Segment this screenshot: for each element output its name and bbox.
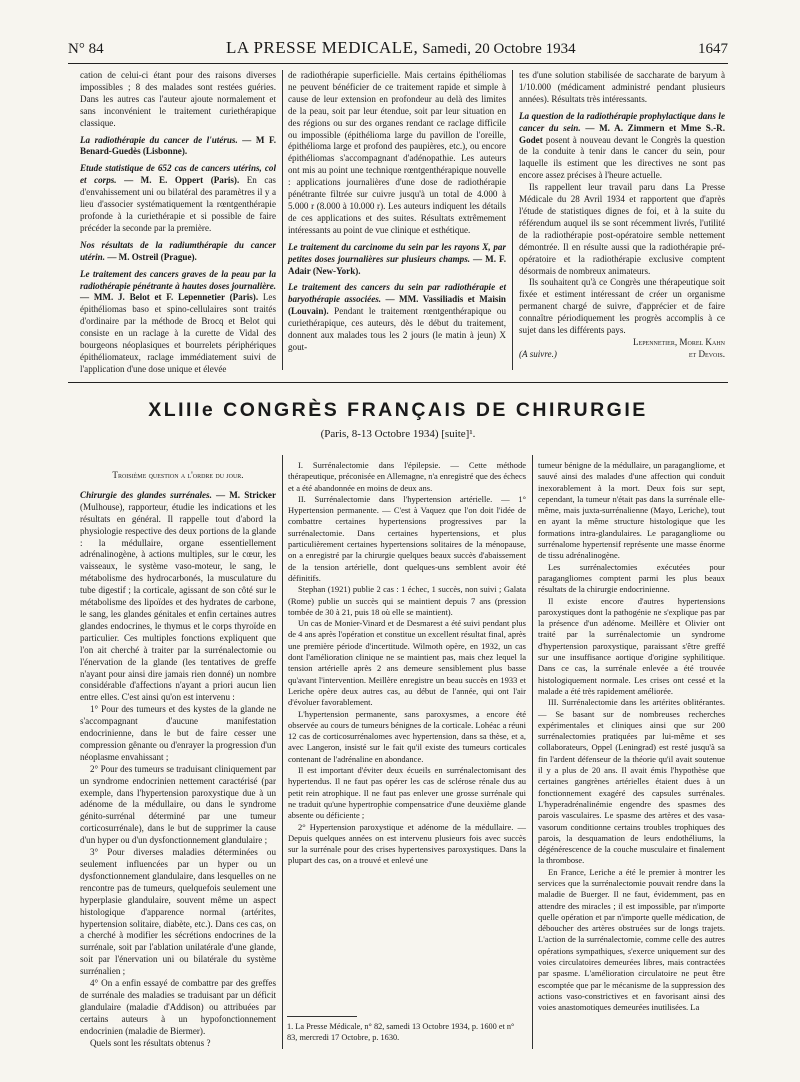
paragraph: Pendant le traitement rœntgenthérapique ou curiethérapique, ces auteurs, dès le début du traitement, donnent aux malades tous les 2 jours (le matin à jeun) X gout-	[288, 306, 506, 352]
abstract-author: — M. E. Oppert (Paris).	[124, 175, 240, 186]
top-column-2	[288, 70, 506, 354]
section-rule	[68, 382, 728, 383]
paragraph: 4° On a enfin essayé de combattre par des greffes de surrénale des maladies se traduisant par un déficit glandulaire (maladie d'Addison) ou attribuées par certains auteurs à un hypofonctionnement endocrinien (maladie de Biermer).	[80, 978, 276, 1036]
question-heading: Troisième question a l'ordre du jour.	[112, 470, 244, 480]
column-rule	[282, 70, 283, 370]
signature-line	[519, 349, 725, 361]
header-rule	[68, 63, 728, 64]
bottom-column-1	[80, 460, 276, 1050]
paragraph: 3° Pour diverses maladies déterminées ou seulement influencées par un hyper ou un dysfonctionnement glandulaire, dans lesquelles on ne rencontre pas de tumeurs, quelquefois seulement une hyperplasie glandulaire, souvent même un aspect histologique d'apparence normal (artérites, hypertension solitaire, diabète, etc.). Dans ces cas, on a cherché à modifier les sécrétions endocrines de la surrénale, soit par l'ablation unilatérale d'une glande, soit par l'énervation uni ou bilatérale du système surrénalien ;	[80, 847, 276, 977]
paragraph: I. Surrénalectomie dans l'épilepsie. — Cette méthode thérapeutique, préconisée en Allemagne, n'a enregistré que des échecs et a été abandonnée en moins de deux ans.	[288, 460, 527, 493]
issue-date: Samedi, 20 Octobre 1934	[422, 41, 576, 57]
paragraph: Stephan (1921) publie 2 cas : 1 échec, 1 succès, non suivi ; Galata (Rome) publie un succès qui se maintient depuis 7 ans (pression tombée de 30 à 21, puis 18 où elle se maintient).	[288, 584, 526, 617]
paragraph: de radiothérapie superficielle. Mais certains épithéliomas ne peuvent bénéficier de ce traitement rapide et simple à cause de leur extension en profondeur au delà des limites de la peau, soit par leur étendue, soit par leur situation en des régions ou sur des organes rendant ce raclage difficile ou impossible (épithélioma large du pavillon de l'oreille, épithélioma large et profond des paupières, etc.), ou encore épithéliomas s'accompagnant d'adénopathie. Les auteurs ont mis au point une technique rœntgenthérapique nouvelle : applications journalières d'une dose de radiothérapie pénétrante filtrée sur cuivre jusqu'à un total de 4.000 à 5.000 r (8.000 à 10.000 r). Les auteurs indiquent les détails de ces applications et des suites. Résultats extrêmement intéressants au point de vue clinique et esthétique.	[288, 70, 506, 235]
column-rule	[532, 455, 533, 1049]
paragraph: Les surrénalectomies exécutées pour paragangliomes comptent parmi les plus beaux résultats de la chirurgie endocrinienne.	[538, 561, 725, 595]
abstract-title: Chirurgie des glandes surrénales. — M. Stricker (Mulhouse), rapporteur, étudie les indications et les résultats en général. Il rappelle tout d'abord la physiologie respective des deux portions de la glande : la médullaire, organe essentiellement adrénalinogène, à actions multiples, sur le cœur, les vaisseaux, le système vaso-moteur, le sang, le métabolisme des hydrocarbonés, la musculature du tube digestif ; la corticale, agissant de son côté sur le métabolisme des lipoïdes et des hydrates de carbone, le sang, les glandes génitales et enfin certaines autres glandes endocrines, le thymus et le corps thyroïde en particulier. Ces multiples fonctions expliquent que l'on ait cherché à traiter par la surrénalectomie ou l'énervation de la glande (les tentatives de greffe n'ayant pour ainsi dire jamais rien donné) un nombre considérable d'affections n'ayant a priori aucun lien entre elles. C'est ainsi qu'on est intervenu :	[80, 489, 277, 703]
abstract-author: — MM. J. Belot et F. Lepennetier (Paris).	[80, 292, 259, 303]
abstract-title: Nos résultats de la radiumthérapie du cancer utérin. — M. Ostreil (Prague).	[80, 239, 276, 262]
issue-number: N° 84	[68, 41, 104, 57]
abstract-title: La question de la radiothérapie prophylactique dans le cancer du sein. — M. A. Zimmern et Mme S.-R. Godet posent à nouveau devant le Congrès la question de la conduite à tenir dans le cancer du sein, pour laquelle ils estiment que les directives ne sont pas encore assez précises à l'heure actuelle.	[519, 110, 725, 181]
running-head	[68, 38, 728, 62]
paragraph: (Mulhouse), rapporteur, étudie les indications et les résultats en général. Il rappelle tout d'abord la physiologie respective des deux portions de la glande : la médullaire, organe essentiellement adrénalinogène, à actions multiples, sur le cœur, les vaisseaux, le système vaso-moteur, le sang, le métabolisme des hydrocarbonés, la musculature du tube digestif ; la corticale, agissant de son côté sur le métabolisme des lipoïdes et des hydrates de carbone, le sang, les glandes génitales et enfin certaines autres glandes endocrines, le thymus et le corps thyroïde en particulier. Ces multiples fonctions expliquent que l'on ait cherché à traiter par la surrénalectomie ou l'énervation de la glande (les tentatives de greffe n'ayant pour ainsi dire jamais rien donné) un nombre considérable d'affections n'ayant a priori aucun lien entre elles. C'est ainsi qu'on est intervenu :	[80, 501, 276, 703]
top-column-3	[519, 70, 725, 361]
signature: et Devois.	[688, 348, 725, 359]
paragraph: 1° Pour des tumeurs et des kystes de la glande ne s'accompagnant d'aucune manifestation endocrinienne, dans le but de faire cesser une compression gênante ou d'enrayer la progression d'un néoplasme envahissant ;	[80, 704, 276, 762]
journal-title: LA PRESSE MEDICALE,	[226, 38, 419, 57]
abstract-title: La radiothérapie du cancer de l'utérus. — M F. Benard-Guedès (Lisbonne).	[80, 134, 276, 157]
column-rule	[512, 70, 513, 370]
column-rule	[282, 455, 283, 1049]
paragraph: cation de celui-ci étant pour des raisons diverses impossibles ; 8 des malades sont restées guéries. Dans les autres cas l'auteur ajoute normalement et sans inconvénient le traitement curiethérapique classique.	[80, 70, 276, 128]
paragraph: III. Surrénalectomie dans les artérites oblitérantes. — Se basant sur de nombreuses recherches expérimentales et cliniques ainsi que sur 200 surrénalectomies pratiquées par lui-même et ses collaborateurs, Oppel (Leningrad) est resté jusqu'à sa fin l'ardent défenseur de la théorie qu'il avait soutenue il y a plus de 20 ans. Il avait émis l'hypothèse que certaines gangrènes artérielles étaient dues à un fonctionnement exagéré des capsules surrénales. L'hyperadrénalinémie engendre des spasmes des parois vasculaires. Le spasme des artères et des vasa-vasorum conditionne certains troubles trophiques des parois, la desquamation de leurs endothéliums, la dégénérescence de la couche musculaire et finalement la thrombose.	[538, 697, 725, 866]
section-subtitle: (Paris, 8-13 Octobre 1934) [suite]¹.	[320, 428, 476, 440]
abstract-author: — M. A. Zimmern et Mme S.-R. Godet	[519, 122, 725, 145]
abstract-author: — M. F. Adair (New-York).	[288, 253, 506, 276]
to-be-continued: (A suivre.)	[519, 348, 557, 359]
section-title: XLIIIe CONGRÈS FRANÇAIS DE CHIRURGIE	[148, 399, 648, 421]
paragraph: 2° Pour des tumeurs se traduisant cliniquement par un syndrome endocrinien nettement caractérisé (par exemple, dans l'hypertension paroxystique due à un adénome de la médullaire, ou dans le syndrome génito-surrénal déterminé par une tumeur corticosurrénale), dans le but de supprimer la cause d'un hyper ou d'un dysfonctionnement glandulaire ;	[80, 763, 276, 846]
signature: Lepennetier, Morel Kahn	[632, 336, 725, 347]
paragraph: En cas d'envahissement uni ou bilatéral des paramètres il y a lieu d'associer systématiquement la rœntgenthérapie profonde à la curiethérapie et si possible de faire précéder la seconde par la première.	[80, 175, 276, 233]
paragraph: En France, Leriche a été le premier à montrer les services que la surrénalectomie pouvait rendre dans la maladie de Buerger. Il ne faut, évidemment, pas en attendre des miracles ; il est impossible, par n'importe quelle opération et par n'importe quelle médication, de déboucher des artères obstruées sur de longs trajets. L'action de la surrénalectomie, comme celle des autres opérations sympathiques, s'exerce uniquement sur des voies circulatoires demeurées libres, mais contractées par spasme. L'amélioration circulatoire ne peut être escomptée que par le mécanisme de la suppression des actions vaso-constrictives et en favorisant ainsi des voies anastomotiques demeurées inutilisées. La	[538, 866, 725, 1013]
paragraph: Ils rappellent leur travail paru dans La Presse Médicale du 28 Avril 1934 et rapportent que d'après l'étude de statistiques dignes de foi, et à la suite du référendum auquel ils se sont récemment livrés, l'utilité de la radiothérapie post-opératoire semble nettement démontrée. Il en résulte aussi que la radiothérapie pré-opératoire et la radiothérapie exclusive comptent désormais de nombreux animateurs.	[519, 182, 725, 276]
abstract-author: — M. Stricker	[216, 489, 277, 500]
footnote: 1. La Presse Médicale, n° 82, samedi 13 Octobre 1934, p. 1600 et n° 83, mercredi 17 Octobre, p. 1630.	[287, 1022, 515, 1042]
paragraph: posent à nouveau devant le Congrès la question de la conduite à tenir dans le cancer du sein, pour laquelle ils estiment que les directives ne sont pas encore assez précises à l'heure actuelle.	[519, 134, 725, 181]
paragraph: L'hypertension permanente, sans paroxysmes, a encore été observée au cours de tumeurs bénignes de la corticale. Lohéac a réuni 12 cas de corticosurrénalomes avec hypertension, dans sa thèse, et a, avec Langeron, insisté sur le fait qu'il existe des tumeurs corticales contenant de l'adrénaline en abondance.	[288, 708, 526, 764]
page-number: 1647	[698, 41, 728, 57]
running-title	[226, 38, 576, 58]
abstract-author: — MM. Vassiliadis et Maisin (Louvain).	[288, 294, 506, 317]
paragraph: II. Surrénalectomie dans l'hypertension artérielle. — 1° Hypertension permanente. — C'est à Vaquez que l'on doit l'idée de combattre certaines hypertensions progressives par la surrénalectomie. Dans certaines hypertensions, et plus particulièrement certaines hypertensions solitaires de la ménopause, on a enregistré par la chirurgie quelques beaux succès d'abaissement de la tension artérielle, dont quelques-uns semblent avoir été définitifs.	[288, 493, 526, 583]
bottom-column-3	[538, 460, 725, 1014]
abstract-author: M F. Benard-Guedès (Lisbonne).	[80, 134, 276, 157]
paragraph: Les épithéliomas baso et spino-cellulaires sont traités d'ordinaire par la méthode de Brocq et Belot qui consiste en un raclage à la curette de Vidal des bourgeons néoplasiques et bourrelets périphériques épithéliomateux, raclage immédiatement suivi de l'application d'une dose unique et élevée	[80, 292, 277, 374]
paragraph: Il existe encore d'autres hypertensions paroxystiques dont la pathogénie ne s'explique pas par la présence d'un adénome. Meillère et Olivier ont traité par la surrénalectomie un syndrome d'hypertension paroxystique, paraissant s'être greffé sur une insuffisance aortique d'origine syphilitique. Dans ce cas, la surrénale enlevée a été trouvée histologiquement normale. Les crises ont cessé et la malade a été très rapidement améliorée.	[538, 595, 725, 696]
abstract-title: Etude statistique de 652 cas de cancers utérins, col et corps. — M. E. Oppert (Paris). En cas d'envahissement uni ou bilatéral des paramètres il y a lieu d'associer systématiquement la rœntgenthérapie profonde à la curiethérapie et si possible de faire précéder la seconde par la première.	[80, 163, 276, 233]
paragraph: Ils souhaitent qu'à ce Congrès une thérapeutique soit fixée et estiment intéressant de créer un organisme permanent chargé de suivre, d'apprécier et de faire connaître périodiquement les progrès accomplis à ce sujet dans les différents pays.	[519, 277, 725, 336]
abstract-title: Le traitement du carcinome du sein par les rayons X, par petites doses journalières sur plusieurs champs. — M. F. Adair (New-York).	[288, 241, 506, 276]
paragraph: tes d'une solution stabilisée de saccharate de baryum à 1/10.000 (médicament administré pendant plusieurs années). Résultats très intéressants.	[519, 70, 725, 104]
abstract-author: — M. Ostreil (Prague).	[107, 251, 197, 262]
paragraph: Un cas de Monier-Vinard et de Desmarest a été suivi pendant plus de 4 ans après l'opération et constitue un excellent résultat final, après une première période d'incertitude. Wilmoth opère, en 1932, un cas dont l'amélioration clinique ne se maintient pas, mais chez lequel la tension artérielle après 2 ans demeure sensiblement plus basse qu'avant l'intervention. Meillère enregistre un beau succès en 1933 et Leriche opère deux autres cas, au début de l'année, qui ont l'air d'évoluer favorablement.	[288, 618, 526, 708]
paragraph: 2° Hypertension paroxystique et adénome de la médullaire. — Depuis quelques années on est intervenu plusieurs fois avec succès sur la surrénale pour des crises hypertensives paroxystiques. Dans la plupart des cas, on a trouvé et enlevé une	[288, 821, 526, 866]
paragraph: Quels sont les résultats obtenus ?	[90, 1037, 211, 1048]
paragraph: Il est important d'éviter deux écueils en surrénalectomisant des hypertendus. Il ne faut pas opérer les cas de sclérose rénale dus au petit rein atrophique. Il ne faut pas enlever une grosse surrénale qui ne traduit qu'une hypertrophie compensatrice d'une deuxième glande absente ou déficiente ;	[288, 765, 526, 821]
top-column-1	[80, 70, 276, 376]
bottom-column-2	[288, 460, 526, 867]
footnote-rule	[287, 1016, 357, 1017]
abstract-title: Le traitement des cancers du sein par radiothérapie et baryothérapie associées. — MM. Vassiliadis et Maisin (Louvain). Pendant le traitement rœntgenthérapique ou curiethérapique, ces auteurs, dès le début du traitement, donnent aux malades tous les 2 jours (le matin à jeun) X gout-	[288, 282, 506, 352]
paragraph: tumeur bénigne de la médullaire, un paragangliome, et sauvé ainsi des malades d'une affection qui conduit inexorablement à la mort. Deux fois sur sept, cependant, la tumeur n'était pas dans la surrénale elle-même, mais juxta-surrénalienne (Mayo, Leriche), tout en ayant la même structure histologique que les formations intra-glandulaires. Le paragangliome ou surrénalome hypertensif représente une masse énorme de tissu adrénalinogène.	[538, 460, 725, 561]
abstract-title: Le traitement des cancers graves de la peau par la radiothérapie pénétrante à hautes doses journalière. — MM. J. Belot et F. Lepennetier (Paris). Les épithéliomas baso et spino-cellulaires sont traités d'ordinaire par la méthode de Brocq et Belot qui consiste en un raclage à la curette de Vidal des bourgeons néoplasiques et bourrelets périphériques épithéliomateux, raclage immédiatement suivi de l'application d'une dose unique et élevée	[80, 268, 277, 374]
